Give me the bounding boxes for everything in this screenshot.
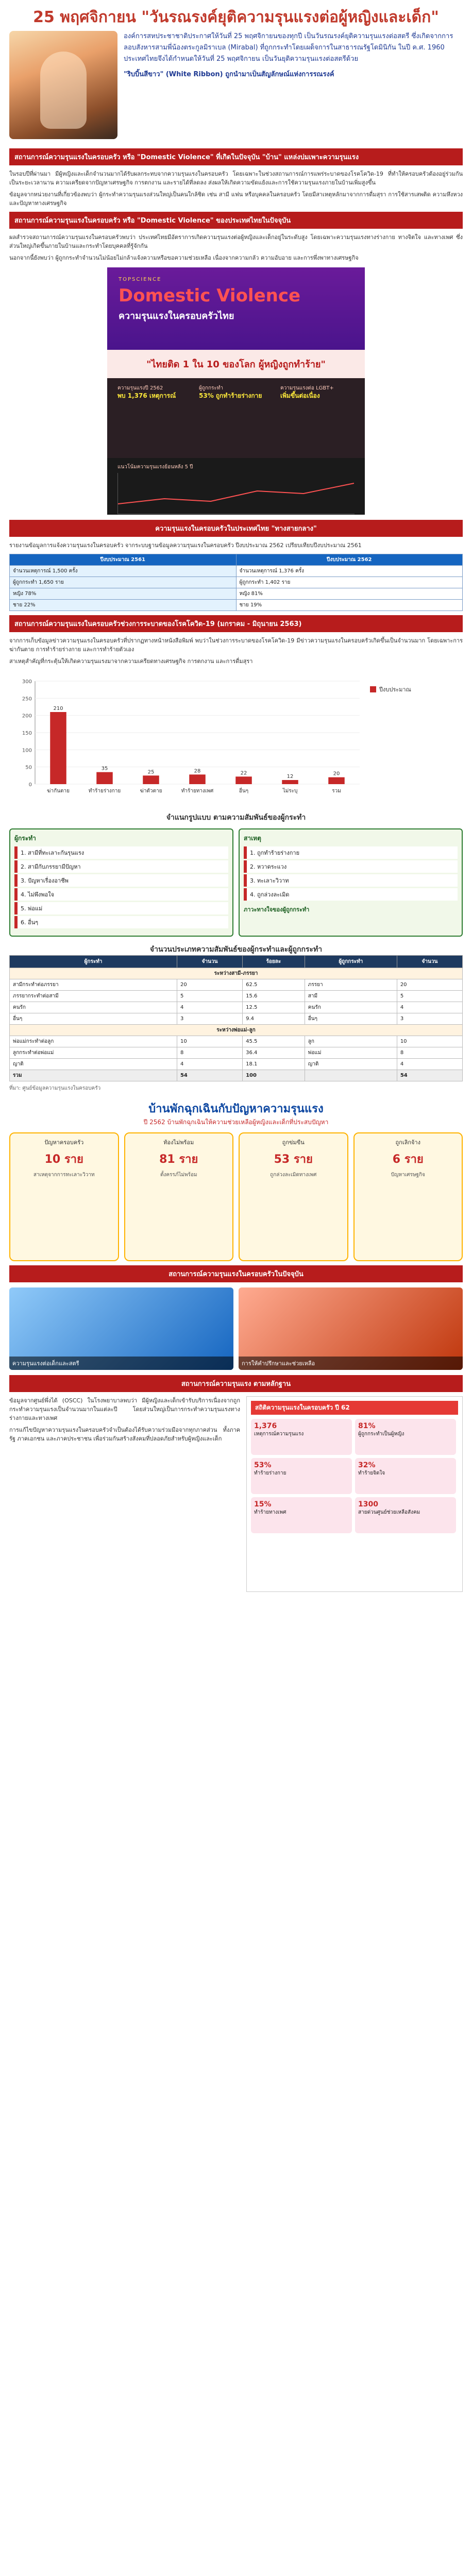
stat-cards [9,1132,463,1261]
panel-item: 1. ถูกทำร้ายร่างกาย [244,846,458,859]
section-2-para-1: ผลสำรวจสถานการณ์ความรุนแรงในครอบครัวพบว่า ประเทศไทยมีอัตราการเกิดความรุนแรงต่อผู้หญิงและเด็กอยู่ในระดับสูง โดยเฉพาะความรุนแรงทางร่างกาย ทางจิตใจ และทางเพศ ซึ่งส่วนใหญ่เกิดขึ้นภายในบ้านและกระทำโดยบุคคลที่รู้จักกัน [9,234,463,249]
panel-causes [239,828,463,937]
covid-bar: สถานการณ์ความรุนแรงในครอบครัวช่วงการระบาดของโรคโควิด-19 (มกราคม - มิถุนายน 2563) [9,615,463,632]
bar-value-label: 22 [240,770,247,776]
table-row: จำนวนเหตุการณ์ 1,500 ครั้ง จำนวนเหตุการณ์ 1,376 ครั้ง [10,566,463,577]
table-header: ร้อยละ [243,956,305,968]
table-row: สามีกระทำต่อภรรยา 20 62.5 ภรรยา 20 [10,979,463,991]
table-header: จำนวน [397,956,462,968]
table-2-source: ที่มา: ศูนย์ข้อมูลความรุนแรงในครอบครัว [9,1086,101,1091]
final-row [9,1396,463,1592]
x-tick-label: รวม [332,788,341,794]
panels-title: จำแนกรูปแบบ ตามความสัมพันธ์ของผู้กระทำ [166,814,306,822]
stats-infographic [246,1396,463,1592]
poster-subtitle: ความรุนแรงในครอบครัวไทย [119,311,234,321]
legend-label: ปีงบประมาณ [379,686,411,693]
bar [328,777,345,784]
table-section: ระหว่างพ่อแม่-ลูก [10,1025,463,1036]
section-3-subtitle: ปี 2562 บ้านพักฉุกเฉินให้ความช่วยเหลือผู้หญิงและเด็กที่ประสบปัญหา [143,1118,329,1126]
poster-brand: TOPSCIENCE [119,277,162,282]
table-row: ภรรยากระทำต่อสามี 5 15.6 สามี 5 [10,991,463,1002]
poster-trend [117,473,355,514]
final-para-2: การแก้ไขปัญหาความรุนแรงในครอบครัวจำเป็นต้องได้รับความร่วมมือจากทุกภาคส่วน ทั้งภาครัฐ ภาคเอกชน และภาคประชาชน เพื่อร่วมกันสร้างสังคมที่ปลอดภัยสำหรับผู้หญิงและเด็ก [9,1427,240,1442]
infographic-header: สถิติความรุนแรงในครอบครัว ปี 62 [251,1401,458,1415]
x-tick-label: ทำร้ายร่างกาย [88,788,121,794]
final-para-1: ข้อมูลจากศูนย์พึ่งได้ (OSCC) ในโรงพยาบาลพบว่า มีผู้หญิงและเด็กเข้ารับบริการเนื่องจากถูกกระทำความรุนแรงเป็นจำนวนมากในแต่ละปี โดยส่วนใหญ่เป็นการกระทำความรุนแรงทางร่างกายและทางเพศ [9,1397,240,1421]
chart-svg [9,671,463,805]
panel-title: ผู้กระทำ [14,835,36,842]
bar-value-label: 12 [286,774,294,779]
section-1-para-2: ข้อมูลจากหน่วยงานที่เกี่ยวข้องพบว่า ผู้กระทำความรุนแรงส่วนใหญ่เป็นคนใกล้ชิด เช่น สามี แฟน หรือบุคคลในครอบครัว โดยมีสาเหตุหลักมาจากการดื่มสุรา การใช้สารเสพติด ความหึงหวง และปัญหาทางเศรษฐกิจ [9,191,463,207]
comparison-table [9,554,463,611]
x-tick-label: ทำร้ายทางเพศ [181,788,214,794]
table-total-row: รวม 54 100 54 [10,1070,463,1081]
table-1-intro: รายงานข้อมูลการแจ้งความรุนแรงในครอบครัว จากระบบฐานข้อมูลความรุนแรงในครอบครัว ปีงบประมาณ 2562 เปรียบเทียบปีงบประมาณ 2561 [9,542,362,549]
poster-foot-label: แนวโน้มความรุนแรงย้อนหลัง 5 ปี [117,464,193,470]
y-tick-label: 50 [25,765,32,771]
panel-item: 2. สามีกับภรรยามีปัญหา [14,860,228,873]
section-3-title: บ้านพักฉุกเฉินกับปัญหาความรุนแรง [148,1103,324,1115]
infographic-tile: 81% ผู้ถูกกระทำเป็นผู้หญิง [355,1419,456,1455]
poster-trend-line [118,473,354,514]
table-row: หญิง 78% หญิง 81% [10,588,463,600]
bar-chart [9,671,463,805]
bar [189,774,206,784]
table-row: อื่นๆ 3 9.4 อื่นๆ 3 [10,1013,463,1025]
bar-value-label: 20 [333,771,340,777]
stat-card: ปัญหาครอบครัว 10 ราย สาเหตุจากการทะเลาะวิวาท [9,1132,119,1261]
table-header: ผู้กระทำ [10,956,177,968]
table-section: ระหว่างสามี-ภรรยา [10,968,463,979]
infographic-tile: 1,376 เหตุการณ์ความรุนแรง [251,1419,352,1455]
x-tick-label: ฆ่าตัวตาย [140,788,162,794]
poster-stat: ผู้ถูกกระทำ 53% ถูกทำร้ายร่างกาย [199,385,262,399]
x-tick-label: อื่นๆ [239,788,249,794]
section-bar-1: สถานการณ์ความรุนแรงในครอบครัว หรือ "Domestic Violence" ที่เกิดในปัจจุบัน "บ้าน" แหล่งบ่มเพาะความรุนแรง [9,148,463,165]
ribbon-line: "ริบบิ้นสีขาว" (White Ribbon) ถูกนำมาเป็นสัญลักษณ์แห่งการรณรงค์ [124,71,334,78]
section-bar-4: สถานการณ์ความรุนแรงในครอบครัวในปัจจุบัน [9,1265,463,1282]
y-tick-label: 200 [22,713,32,719]
intro [9,31,463,144]
panel-item: 6. อื่นๆ [14,916,228,928]
hero-figure [40,52,87,129]
covid-para-1: จากการเก็บข้อมูลข่าวความรุนแรงในครอบครัวที่ปรากฏทางหน้าหนังสือพิมพ์ พบว่าในช่วงการระบาดของโรคโควิด-19 มีข่าวความรุนแรงในครอบครัวเกิดขึ้นเป็นจำนวนมาก โดยเฉพาะการฆ่ากันตาย การทำร้ายร่างกาย และการทำร้ายตัวเอง [9,637,463,653]
poster-stat: ความรุนแรงปี 2562 พบ 1,376 เหตุการณ์ [117,385,176,399]
table-row: ญาติ 4 18.1 ญาติ 4 [10,1059,463,1070]
table-row: ลูกกระทำต่อพ่อแม่ 8 36.4 พ่อแม่ 8 [10,1047,463,1059]
photo [239,1287,463,1370]
panel-item: 3. ปัญหาเรื่องอาชีพ [14,874,228,887]
infographic-tile: 15% ทำร้ายทางเพศ [251,1497,352,1533]
bar [96,772,113,784]
y-tick-label: 150 [22,731,32,736]
legend-swatch [370,686,376,692]
page-title: 25 พฤศจิกายน "วันรณรงค์ยุติความรุนแรงต่อผู้หญิงและเด็ก" [33,8,439,26]
bar [282,780,298,784]
infographic-poster [107,267,365,515]
section-bar-2: สถานการณ์ความรุนแรงในครอบครัว หรือ "Domestic Violence" ของประเทศไทยในปัจจุบัน [9,212,463,229]
stat-card: ถูกเลิกจ้าง 6 ราย ปัญหาเศรษฐกิจ [353,1132,463,1261]
panel-item: 2. หวาดระแวง [244,860,458,873]
photo-caption: การให้คำปรึกษาและช่วยเหลือ [239,1357,463,1370]
y-tick-label: 100 [22,748,32,754]
section-2-para-2: นอกจากนี้ยังพบว่า ผู้ถูกกระทำจำนวนไม่น้อยไม่กล้าแจ้งความหรือขอความช่วยเหลือ เนื่องจากความกลัว ความอับอาย และการพึ่งพาทางเศรษฐกิจ [9,255,359,261]
intro-text: องค์การสหประชาชาติประกาศให้วันที่ 25 พฤศจิกายนของทุกปี เป็นวันรณรงค์ยุติความรุนแรงต่อสตรี ซึ่งเกิดจากการลอบสังหารสามพี่น้องตระกูลมิราเบล (Mirabal) ที่ถูกกระทำโดยเผด็จการในสาธารณรัฐโดมินิกัน ในปี ค.ศ. 1960 ประเทศไทยจึงได้กำหนดให้วันที่ 25 พฤศจิกายน เป็นวันยุติความรุนแรงต่อสตรีด้วย [124,32,453,63]
bar-value-label: 35 [101,766,108,772]
stat-card: ท้องไม่พร้อม 81 ราย ตั้งครรภ์ไม่พร้อม [124,1132,234,1261]
poster-stat: ความรุนแรงต่อ LGBT+ เพิ่มขึ้นต่อเนื่อง [280,385,334,399]
bar-value-label: 25 [147,769,155,775]
infographic-tile: 53% ทำร้ายร่างกาย [251,1458,352,1494]
photo-caption: ความรุนแรงต่อเด็กและสตรี [9,1357,233,1370]
panel-item: 4. ถูกล่วงละเมิด [244,888,458,901]
table-header: จำนวน [177,956,242,968]
table-row: พ่อแม่กระทำต่อลูก 10 45.5 ลูก 10 [10,1036,463,1047]
covid-para-2: สาเหตุสำคัญที่กระตุ้นให้เกิดความรุนแรงมาจากความเครียดทางเศรษฐกิจ การตกงาน และการดื่มสุรา [9,658,253,665]
table-row: คนรัก 4 12.5 คนรัก 4 [10,1002,463,1013]
bar [235,776,252,784]
relationship-table [9,955,463,1081]
panel-item: 5. พ่อแม่ [14,902,228,914]
stat-card: ถูกข่มขืน 53 ราย ถูกล่วงละเมิดทางเพศ [239,1132,348,1261]
panel-item: 1. สามีที่ทะเลาะกันรุนแรง [14,846,228,859]
y-tick-label: 0 [28,782,32,788]
photo [9,1287,233,1370]
hero-image [9,31,117,139]
section-bar-5: สถานการณ์ความรุนแรง ตามหลักฐาน [9,1375,463,1392]
y-tick-label: 250 [22,696,32,702]
infographic-tile: 32% ทำร้ายจิตใจ [355,1458,456,1494]
panel-item: 4. ไม่พึงพอใจ [14,888,228,901]
x-tick-label: ฆ่ากันตาย [47,788,70,794]
panel-perpetrators [9,828,233,937]
table-header: ผู้ถูกกระทำ [305,956,397,968]
y-tick-label: 300 [22,679,32,685]
infographic-tile: 1300 สายด่วนศูนย์ช่วยเหลือสังคม [355,1497,456,1533]
poster-headline: "ไทยติด 1 ใน 10 ของโลก ผู้หญิงถูกทำร้าย" [107,350,365,378]
panel-caption: ภาวะทางใจของผู้ถูกกระทำ [244,906,310,913]
panel-title: สาเหตุ [244,835,261,842]
x-tick-label: ไม่ระบุ [282,788,298,794]
bar [50,712,66,784]
panel-item: 3. ทะเลาะวิวาท [244,874,458,887]
bar [143,775,159,784]
panels [9,828,463,937]
poster-title: Domestic Violence [119,285,301,306]
table-row: ชาย 22% ชาย 19% [10,600,463,611]
table-row: ผู้ถูกกระทำ 1,650 ราย ผู้ถูกกระทำ 1,402 ราย [10,577,463,588]
section-1-para-1: ในรอบปีที่ผ่านมา มีผู้หญิงและเด็กจำนวนมากได้รับผลกระทบจากความรุนแรงในครอบครัว โดยเฉพาะในช่วงสถานการณ์การแพร่ระบาดของโรคโควิด-19 ที่ทำให้ครอบครัวต้องอยู่ร่วมกันเป็นระยะเวลานาน ความเครียดจากปัญหาเศรษฐกิจ การตกงาน และรายได้ที่ลดลง ส่งผลให้เกิดความขัดแย้งและการใช้ความรุนแรงภายในบ้านเพิ่มสูงขึ้น [9,171,463,186]
bar-value-label: 28 [194,768,201,774]
table-2-title: จำนวนประเภทความสัมพันธ์ของผู้กระทำและผู้ถูกกระทำ [149,945,323,954]
bar-value-label: 210 [53,706,63,711]
table-header: ปีงบประมาณ 2562 [236,554,463,566]
table-header: ปีงบประมาณ 2561 [10,554,237,566]
image-strip [9,1287,463,1370]
table-1-bar: ความรุนแรงในครอบครัวในประเทศไทย "ทางสายกลาง" [9,520,463,537]
